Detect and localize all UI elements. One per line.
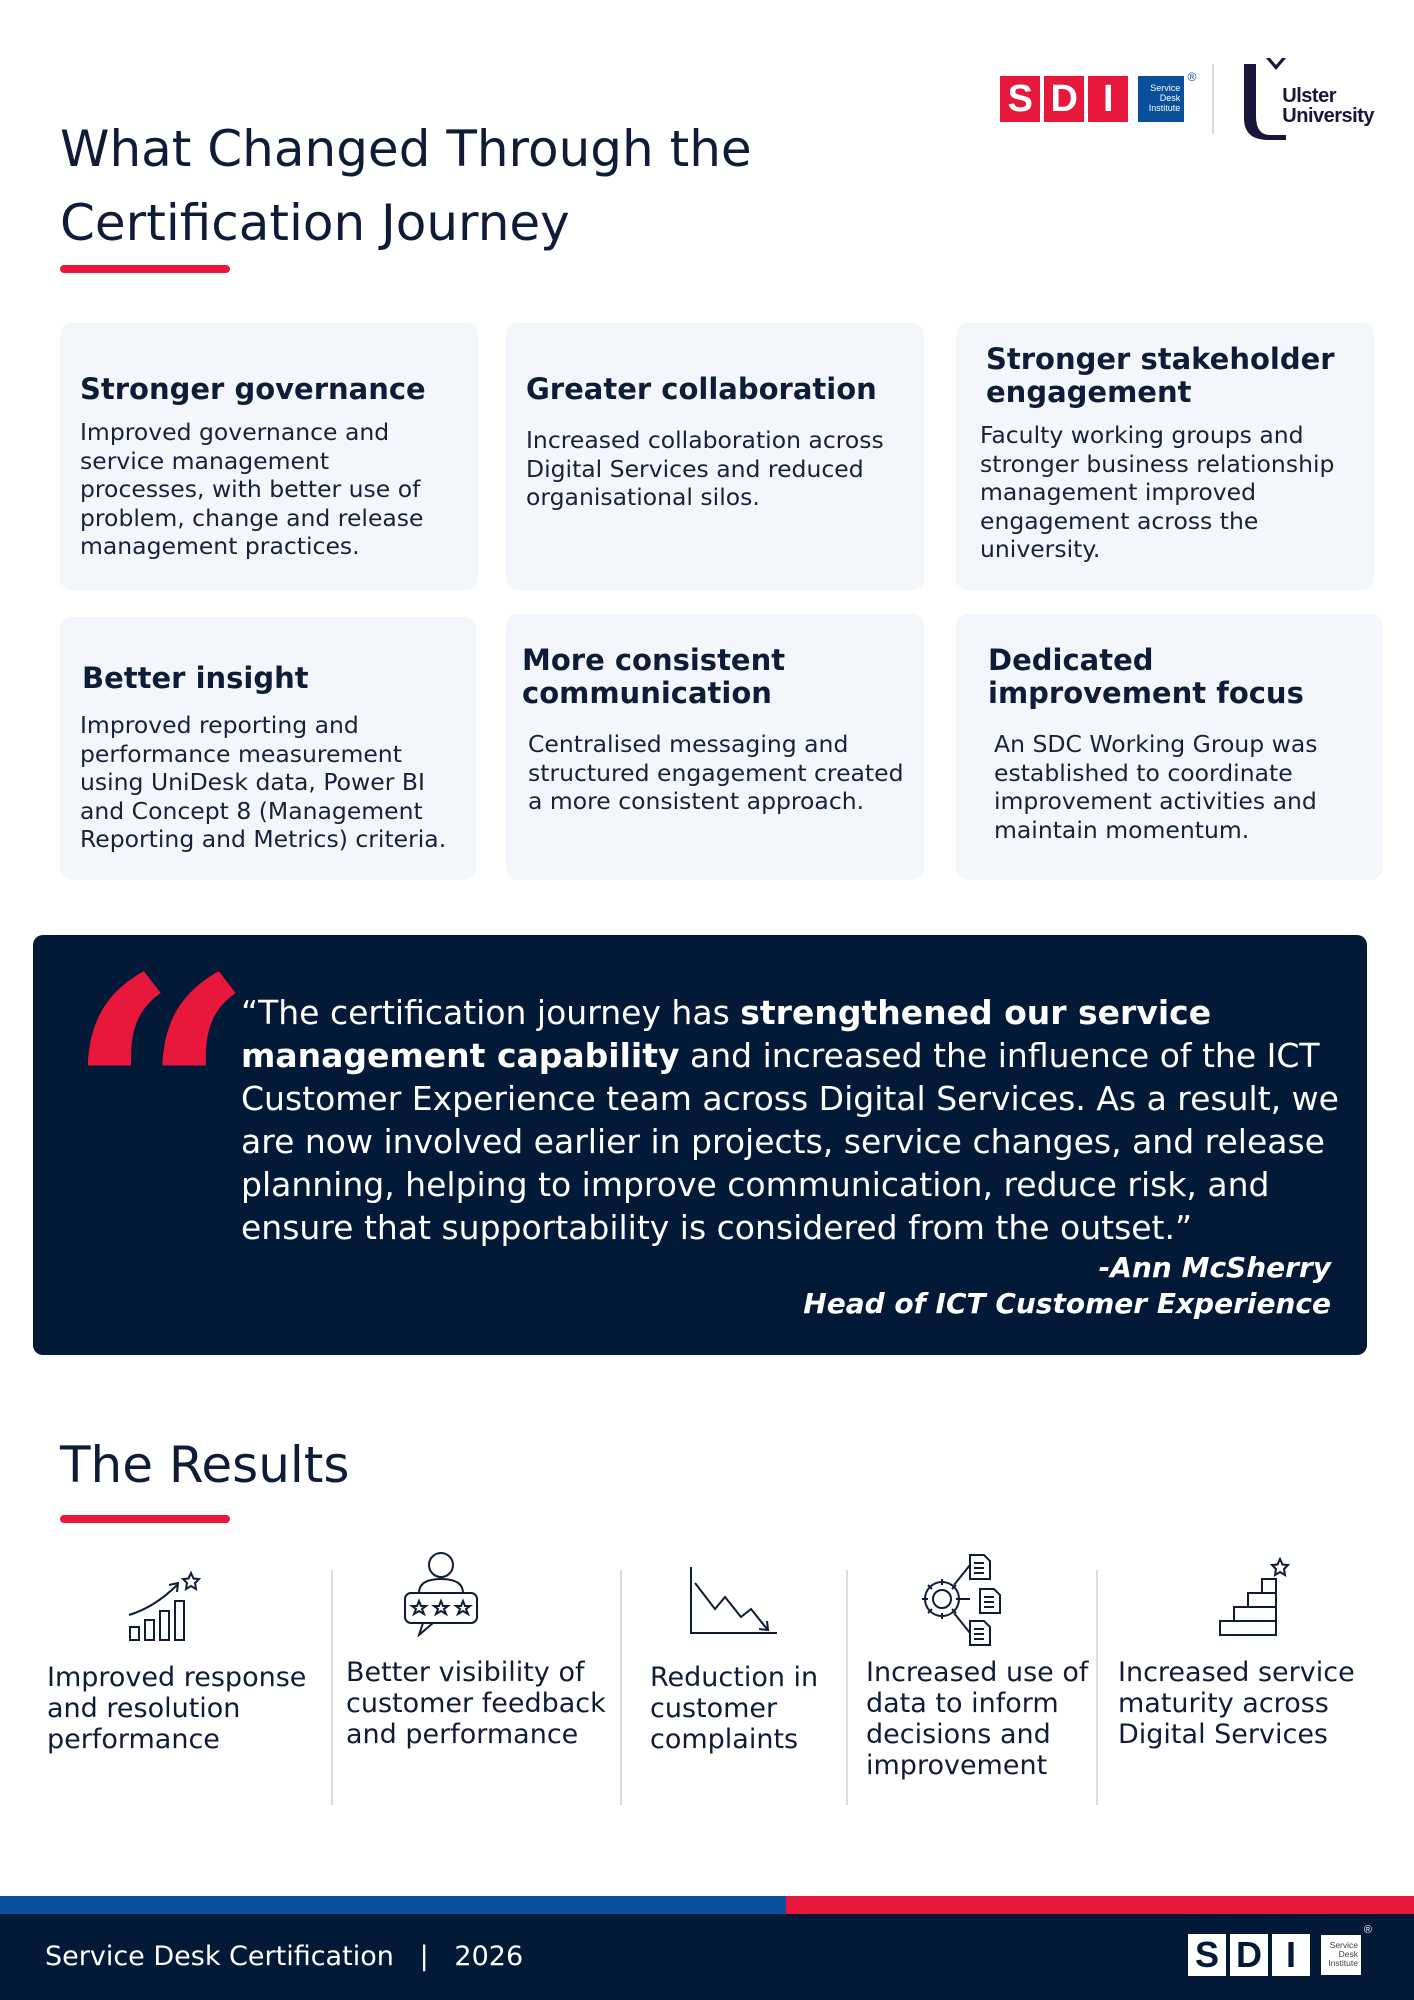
header-logos xyxy=(1000,56,1374,142)
result-divider xyxy=(846,1570,848,1805)
footer-sdi-letter: D xyxy=(1230,1934,1268,1976)
footer-box-line: Service xyxy=(1329,1940,1358,1950)
card-title: Greater collaboration xyxy=(526,372,877,406)
sdi-letter-s: S xyxy=(1000,76,1040,122)
stairs-star-icon xyxy=(1216,1557,1294,1639)
card-text: Increased collaboration across Digital Services and reduced organisational silos. xyxy=(526,426,884,511)
card-text: Centralised messaging and structured engagement created a more consistent approach. xyxy=(528,730,904,815)
testimonial-quote xyxy=(33,906,1367,1355)
footer-box-line: Desk xyxy=(1338,1949,1358,1959)
ulster-line: Ulster xyxy=(1282,85,1336,107)
footer-stripe-red xyxy=(786,1896,1414,1914)
card-title: More consistent communication xyxy=(522,643,786,710)
card-text: An SDC Working Group was established to coordinate improvement activities and maintain momentum. xyxy=(994,730,1318,844)
card-title: Dedicated improvement focus xyxy=(988,643,1304,710)
quote-mark-icon: “ xyxy=(65,906,255,1294)
results-title: The Results xyxy=(60,1436,350,1494)
result-text: Reduction in customer complaints xyxy=(650,1662,819,1755)
sdi-box-line: Institute xyxy=(1148,103,1181,113)
footer xyxy=(0,1914,1414,2000)
card-title: Stronger governance xyxy=(80,372,426,406)
result-text: Improved response and resolution performance xyxy=(47,1662,307,1755)
card-stronger-governance xyxy=(60,323,478,590)
quote-emphasis: strengthened our service management capability xyxy=(241,993,1212,1075)
logo-divider xyxy=(1212,64,1214,134)
card-improvement-focus xyxy=(956,614,1383,880)
result-divider xyxy=(331,1570,333,1805)
result-text: Increased service maturity across Digital Services xyxy=(1118,1657,1355,1750)
footer-sdi-letter: S xyxy=(1188,1934,1226,1976)
card-title: Stronger stakeholder engagement xyxy=(986,342,1335,409)
card-better-insight xyxy=(60,617,476,880)
quote-rest: and increased the influence of the ICT Customer Experience team across Digital Services. As a result, we are now involved earlier in projects, service changes, and release planning, helping to improve communication, reduce risk, and ensure that supportability is considered from the outset.” xyxy=(241,1036,1339,1247)
results-underline xyxy=(60,1515,230,1523)
card-title: Better insight xyxy=(82,661,309,695)
card-greater-collaboration xyxy=(506,323,924,590)
title-underline xyxy=(60,265,230,273)
result-divider xyxy=(1096,1570,1098,1805)
sdi-letter-i: I xyxy=(1088,76,1128,122)
footer-sdi-logo xyxy=(1188,1924,1372,1976)
footer-sdi-box xyxy=(1320,1934,1362,1976)
card-consistent-communication xyxy=(506,614,924,880)
quote-author-role: Head of ICT Customer Experience xyxy=(803,1287,1331,1320)
declining-chart-icon xyxy=(687,1565,779,1637)
quote-open: “The certification journey has xyxy=(241,993,741,1032)
sdi-box-line: Service xyxy=(1150,83,1181,93)
card-stakeholder-engagement xyxy=(956,323,1374,590)
page-title: What Changed Through the Certification Journey xyxy=(60,120,752,252)
quote-author-name: -Ann McSherry xyxy=(1098,1251,1331,1284)
card-text: Improved governance and service management processes, with better use of problem, change and release management practices. xyxy=(80,418,424,560)
ulster-crest-icon xyxy=(1236,56,1288,142)
footer-text: Service Desk Certification | 2026 xyxy=(45,1941,524,1972)
footer-stripe-blue xyxy=(0,1896,786,1914)
footer-box-line: Institute xyxy=(1328,1958,1358,1968)
card-text: Faculty working groups and stronger business relationship management improved engagement across the university. xyxy=(980,421,1335,563)
quote-attribution xyxy=(803,1250,1331,1322)
registered-mark: ® xyxy=(1187,70,1197,84)
customer-rating-icon xyxy=(403,1551,479,1637)
result-text: Increased use of data to inform decisions and improvement xyxy=(866,1657,1089,1781)
ulster-wordmark xyxy=(1282,86,1374,126)
sdi-letter-d: D xyxy=(1044,76,1084,122)
quote-text xyxy=(241,991,1351,1249)
ulster-university-logo xyxy=(1236,56,1374,142)
footer-sdi-letter: I xyxy=(1272,1934,1310,1976)
data-gear-documents-icon xyxy=(918,1551,1010,1647)
footer-registered-mark: ® xyxy=(1363,1924,1372,1936)
sdi-logo xyxy=(1000,70,1197,122)
result-divider xyxy=(620,1570,622,1805)
sdi-box-line: Desk xyxy=(1159,93,1181,103)
university-line: University xyxy=(1282,105,1374,127)
sdi-logo-box xyxy=(1138,76,1184,122)
card-text: Improved reporting and performance measurement using UniDesk data, Power BI and Concept 8 (Management Reporting and Metrics) criteria. xyxy=(80,711,447,853)
result-text: Better visibility of customer feedback and performance xyxy=(346,1657,606,1750)
growth-chart-star-icon xyxy=(125,1571,203,1643)
